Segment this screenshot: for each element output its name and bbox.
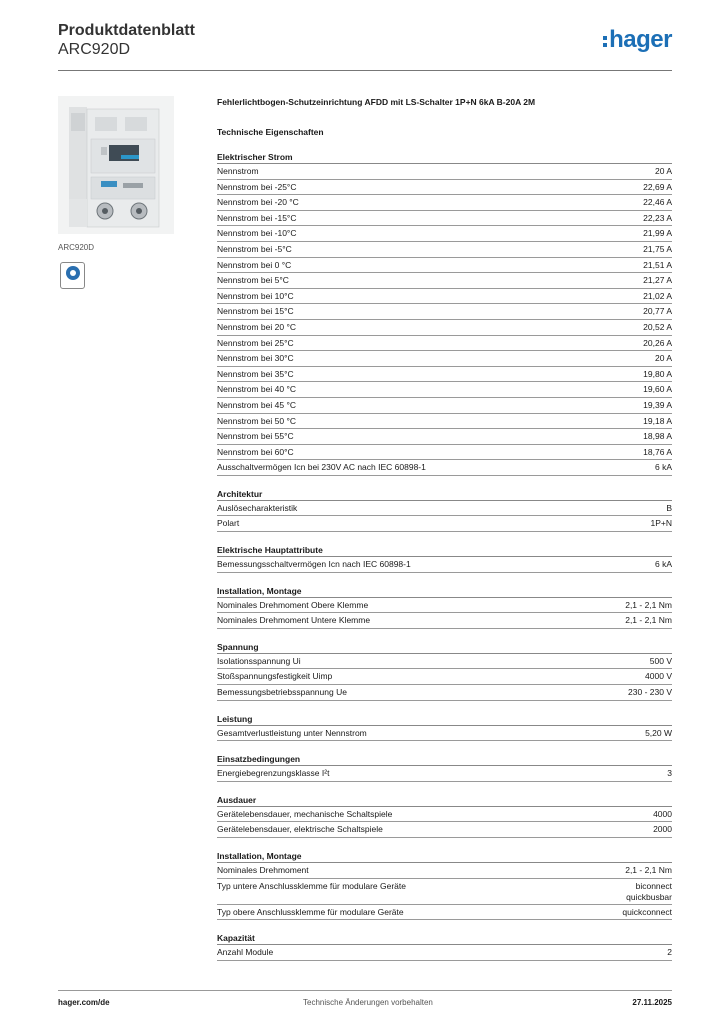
property-value: 230 - 230 V [628, 687, 672, 698]
property-group [217, 488, 672, 532]
property-label: Nennstrom bei 50 °C [217, 415, 296, 426]
property-label: Nennstrom bei 35°C [217, 368, 294, 379]
group-title: Spannung [217, 641, 672, 654]
footer-divider [58, 990, 672, 991]
property-value: 19,18 A [643, 415, 672, 426]
property-value: 3 [667, 768, 672, 779]
property-label: Auslösecharakteristik [217, 502, 298, 513]
group-spacer [217, 476, 672, 488]
property-row [217, 226, 672, 242]
property-row [217, 501, 672, 517]
property-value: quickconnect [622, 906, 672, 917]
property-row [217, 304, 672, 320]
property-row [217, 382, 672, 398]
property-value: 22,23 A [643, 212, 672, 223]
property-label: Nennstrom bei 20 °C [217, 321, 296, 332]
property-row [217, 242, 672, 258]
circuit-breaker-icon [61, 99, 171, 231]
property-label: Anzahl Module [217, 947, 274, 958]
property-group [217, 794, 672, 838]
property-group [217, 151, 672, 476]
group-spacer [217, 741, 672, 753]
property-label: Nennstrom [217, 166, 259, 176]
property-label: Nominales Drehmoment Untere Klemme [217, 615, 371, 626]
property-label: Gesamtverlustleistung unter Nennstrom [217, 727, 367, 738]
property-value [626, 881, 672, 903]
group-title: Elektrischer Strom [217, 151, 672, 164]
property-label: Nennstrom bei 60°C [217, 446, 294, 457]
header-divider [58, 70, 672, 71]
property-value: 2000 [653, 824, 672, 835]
property-label: Energiebegrenzungsklasse I²t [217, 768, 330, 779]
property-groups [217, 151, 672, 961]
property-row [217, 685, 672, 701]
property-label: Typ obere Anschlussklemme für modulare Geräte [217, 906, 404, 917]
property-label: Polart [217, 518, 240, 529]
property-row [217, 289, 672, 305]
property-row [217, 726, 672, 742]
property-value: 4000 V [645, 671, 672, 682]
property-value: 6 kA [654, 559, 672, 570]
property-row [217, 273, 672, 289]
property-value: 21,51 A [643, 259, 672, 270]
property-label: Ausschaltvermögen Icn bei 230V AC nach IEC 60898-1 [217, 462, 426, 473]
property-value: 18,98 A [643, 431, 672, 442]
property-value: 21,99 A [643, 228, 672, 239]
document-title: Produktdatenblatt [58, 22, 195, 39]
property-row [217, 211, 672, 227]
property-group [217, 850, 672, 920]
property-row [217, 945, 672, 961]
property-label: Nennstrom bei 30°C [217, 353, 294, 364]
property-group [217, 544, 672, 573]
property-label: Bemessungsschaltvermögen Icn nach IEC 60898-1 [217, 559, 411, 570]
property-value: 20,52 A [643, 321, 672, 332]
property-row [217, 669, 672, 685]
property-value: 20 A [654, 353, 672, 364]
property-label: Nennstrom bei -25°C [217, 181, 297, 192]
group-title: Installation, Montage [217, 585, 672, 598]
footer-disclaimer: Technische Änderungen vorbehalten [303, 998, 433, 1007]
property-label: Nennstrom bei 55°C [217, 431, 294, 442]
group-title: Ausdauer [217, 794, 672, 807]
quality-seal-icon [60, 262, 85, 289]
property-label: Typ untere Anschlussklemme für modulare Geräte [217, 880, 406, 891]
hager-logo [603, 28, 672, 52]
property-label: Nennstrom bei 25°C [217, 337, 294, 348]
product-code: ARC920D [58, 41, 131, 58]
property-group [217, 932, 672, 961]
page-footer [58, 998, 672, 1007]
group-title: Kapazität [217, 932, 672, 945]
property-value: 4000 [653, 808, 672, 819]
property-value: 18,76 A [643, 446, 672, 457]
property-label: Gerätelebensdauer, mechanische Schaltspiele [217, 808, 393, 819]
group-spacer [217, 573, 672, 585]
property-label: Nennstrom bei 5°C [217, 275, 289, 286]
property-label: Nennstrom bei 15°C [217, 306, 294, 317]
datasheet-content [217, 96, 672, 961]
property-row [217, 557, 672, 573]
page-header [58, 22, 672, 70]
footer-website[interactable]: hager.com/de [58, 998, 110, 1007]
property-row [217, 460, 672, 476]
property-label: Nennstrom bei 40 °C [217, 384, 296, 395]
property-row [217, 336, 672, 352]
property-value: 6 kA [654, 462, 672, 473]
property-row [217, 445, 672, 461]
property-label: Nennstrom bei 10°C [217, 290, 294, 301]
property-label: Isolationsspannung Ui [217, 655, 301, 666]
property-row [217, 863, 672, 879]
property-row [217, 905, 672, 921]
group-title: Leistung [217, 713, 672, 726]
property-row [217, 598, 672, 614]
property-row [217, 654, 672, 670]
group-title: Einsatzbedingungen [217, 753, 672, 766]
property-value: 2,1 - 2,1 Nm [625, 865, 672, 875]
property-value: 5,20 W [645, 727, 672, 738]
property-group [217, 585, 672, 629]
property-value: 19,60 A [643, 384, 672, 395]
property-row [217, 398, 672, 414]
property-row [217, 367, 672, 383]
property-label: Nominales Drehmoment Obere Klemme [217, 599, 369, 610]
property-row [217, 766, 672, 782]
group-title: Architektur [217, 488, 672, 501]
property-value: B [666, 502, 672, 513]
property-value: 21,27 A [643, 275, 672, 286]
property-group [217, 753, 672, 782]
property-value: 2 [667, 947, 672, 958]
section-title: Technische Eigenschaften [217, 127, 324, 137]
property-label: Bemessungsbetriebsspannung Ue [217, 687, 347, 698]
property-label: Nennstrom bei -20 °C [217, 197, 299, 208]
property-row [217, 822, 672, 838]
property-value: 1P+N [650, 518, 672, 529]
property-row [217, 351, 672, 367]
property-value: 22,46 A [643, 197, 672, 208]
property-row [217, 613, 672, 629]
property-row [217, 807, 672, 823]
footer-date: 27.11.2025 [632, 998, 672, 1007]
property-value: 21,75 A [643, 243, 672, 254]
product-title: Fehlerlichtbogen-Schutzeinrichtung AFDD mit LS-Schalter 1P+N 6kA B-20A 2M [217, 97, 536, 107]
property-row [217, 320, 672, 336]
property-value: 20 A [654, 166, 672, 176]
property-value-line: biconnect [635, 880, 672, 891]
property-label: Nennstrom bei -10°C [217, 228, 297, 239]
property-label: Nominales Drehmoment [217, 865, 309, 875]
property-row [217, 414, 672, 430]
property-value: 22,69 A [643, 181, 672, 192]
property-label: Nennstrom bei 0 °C [217, 259, 292, 270]
group-spacer [217, 920, 672, 932]
property-value: 19,39 A [643, 399, 672, 410]
property-group [217, 713, 672, 742]
property-value: 20,77 A [643, 306, 672, 317]
property-value: 21,02 A [643, 290, 672, 301]
property-value: 500 V [649, 655, 672, 666]
property-row [217, 516, 672, 532]
property-label: Nennstrom bei -5°C [217, 243, 292, 254]
property-group [217, 641, 672, 701]
property-value: 20,26 A [643, 337, 672, 348]
property-row [217, 164, 672, 180]
group-spacer [217, 629, 672, 641]
property-label: Nennstrom bei 45 °C [217, 399, 296, 410]
group-spacer [217, 782, 672, 794]
property-label: Stoßspannungsfestigkeit Uimp [217, 671, 333, 682]
property-row [217, 195, 672, 211]
property-row [217, 429, 672, 445]
property-value: 2,1 - 2,1 Nm [625, 599, 672, 610]
group-spacer [217, 532, 672, 544]
image-caption: ARC920D [58, 243, 95, 252]
property-label: Nennstrom bei -15°C [217, 212, 297, 223]
logo-dots-icon [603, 36, 607, 47]
property-label: Gerätelebensdauer, elektrische Schaltspiele [217, 824, 383, 835]
product-image [58, 96, 174, 234]
group-spacer [217, 701, 672, 713]
logo-text: hager [609, 26, 672, 53]
group-spacer [217, 838, 672, 850]
property-row [217, 879, 672, 905]
property-row [217, 180, 672, 196]
property-value: 2,1 - 2,1 Nm [625, 615, 672, 626]
group-title: Elektrische Hauptattribute [217, 544, 672, 557]
property-value-line: quickbusbar [626, 891, 672, 902]
property-value: 19,80 A [643, 368, 672, 379]
group-title: Installation, Montage [217, 850, 672, 863]
property-row [217, 258, 672, 274]
